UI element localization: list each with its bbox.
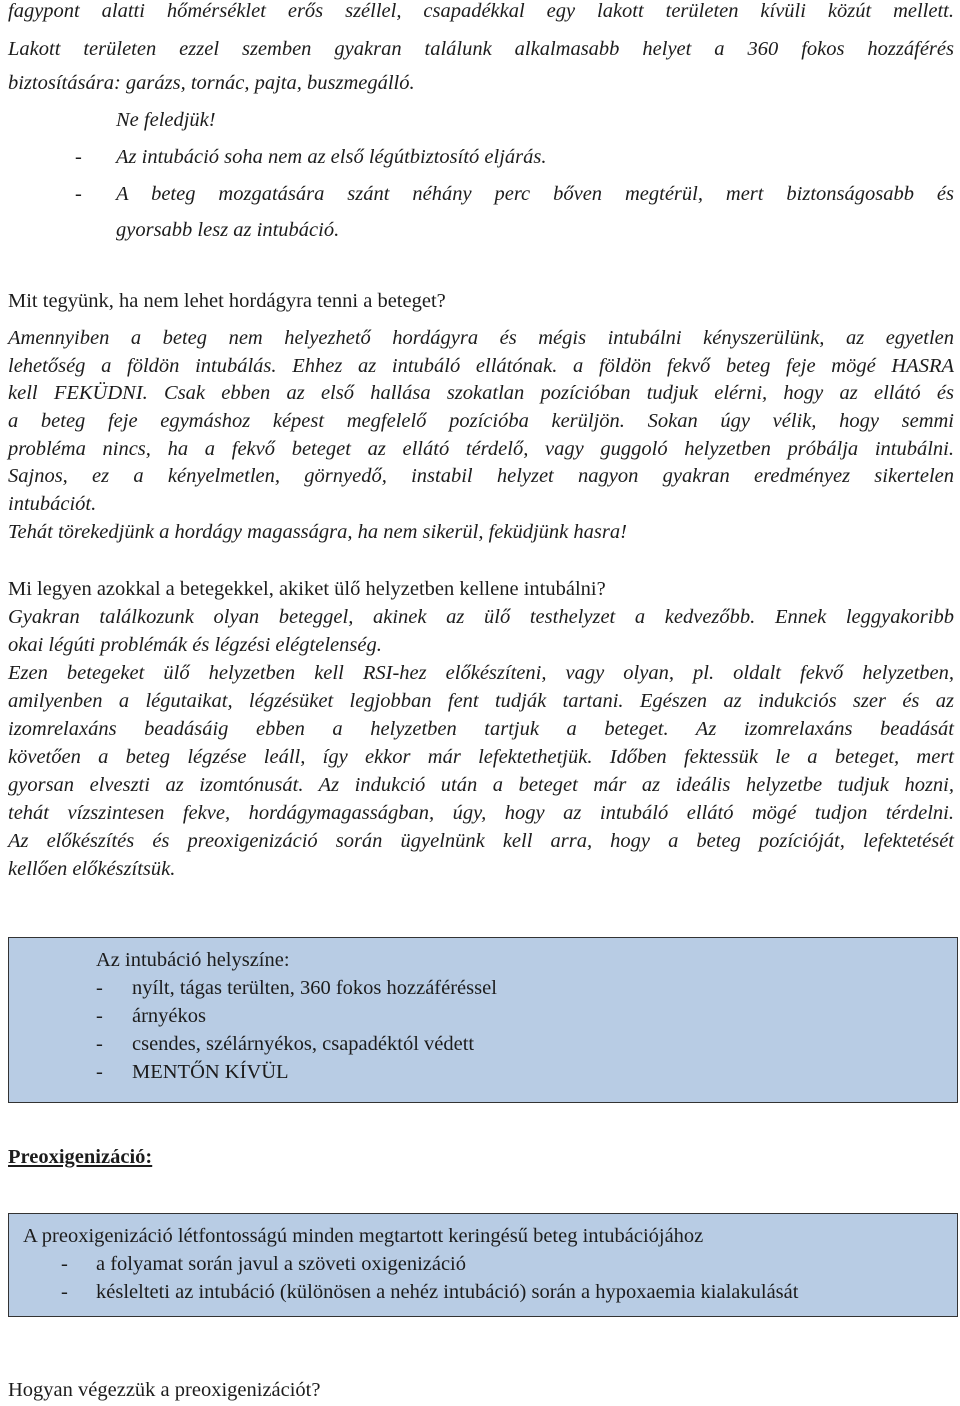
text-line: biztosítására: garázs, tornác, pajta, buszmegálló. [8, 72, 415, 94]
section-question: Hogyan végezzük a preoxigenizációt? [8, 1379, 321, 1401]
text-line: kell FEKÜDNI. Csak ebben az első hallása szokatlan pozícióban tudjuk elérni, hogy az ellátó és [8, 382, 954, 404]
text-line: intubációt. [8, 493, 97, 515]
text-line: amilyenben a légutaikat, légzésüket legjobban fent tudják tartani. Egészen az indukciós szer és az [8, 690, 954, 712]
box-dash: - [96, 1005, 103, 1027]
text-line: okai légúti problémák és légzési elégtelenség. [8, 634, 382, 656]
text-line: a beteg feje egymáshoz képest megfelelő pozícióba kerüljön. Sokan úgy vélik, hogy semmi [8, 410, 954, 432]
list-dash: - [75, 183, 82, 205]
box-title: A preoxigenizáció létfontosságú minden megtartott keringésű beteg intubációjához [23, 1225, 704, 1247]
text-line: gyorsan elveszti az izomtónusát. Az indukció után a beteget már az ideális helyzetbe tudjuk hozni, [8, 774, 954, 796]
box-dash: - [96, 1033, 103, 1055]
box-dash: - [61, 1281, 68, 1303]
box-title: Az intubáció helyszíne: [96, 949, 290, 971]
box-dash: - [96, 1061, 103, 1083]
text-line: izomrelaxáns beadásáig ebben a helyzetben tartjuk a beteget. Az izomrelaxáns beadását [8, 718, 954, 740]
box-item: csendes, szélárnyékos, csapadéktól védett [132, 1033, 475, 1055]
box-item: árnyékos [132, 1005, 207, 1027]
section-heading: Preoxigenizáció: [8, 1146, 153, 1168]
list-dash: - [75, 146, 82, 168]
section-question: Mi legyen azokkal a betegekkel, akiket ülő helyzetben kellene intubálni? [8, 578, 606, 600]
note-item-cont: gyorsabb lesz az intubáció. [116, 219, 340, 241]
text-line: követően a beteg légzése leáll, így ekkor már lefektethetjük. Időben fektessük le a beteget, mert [8, 746, 954, 768]
text-line: Ezen betegeket ülő helyzetben kell RSI-hez előkészíteni, vagy olyan, pl. oldalt fekvő helyzetben, [8, 662, 954, 684]
text-line: tehát vízszintesen fekve, hordágymagasságban, úgy, hogy az intubáló ellátó mögé tudjon térdelni. [8, 802, 954, 824]
intubation-site-box [8, 937, 958, 1103]
note-item: A beteg mozgatására szánt néhány perc bőven megtérül, mert biztonságosabb és [116, 183, 954, 205]
box-item: késlelteti az intubáció (különösen a nehéz intubáció) során a hypoxaemia kialakulását [96, 1281, 799, 1303]
text-line: lehetőség a földön intubálás. Ehhez az intubáló ellátónak. a földön fekvő beteg feje mögé HASRA [8, 355, 954, 377]
text-line: Sajnos, ez a kényelmetlen, görnyedő, instabil helyzet nagyon gyakran eredményez sikertelen [8, 465, 954, 487]
box-item: nyílt, tágas terülten, 360 fokos hozzáféréssel [132, 977, 497, 999]
box-dash: - [96, 977, 103, 999]
text-line: Amennyiben a beteg nem helyezhető hordágyra és mégis intubálni kényszerülünk, az egyetlen [8, 327, 954, 349]
text-line: Az előkészítés és preoxigenizáció során ügyelnünk kell arra, hogy a beteg pozícióját, lefektetését [8, 830, 954, 852]
text-line: Tehát törekedjünk a hordágy magasságra, ha nem sikerül, feküdjünk hasra! [8, 521, 627, 543]
section-question: Mit tegyünk, ha nem lehet hordágyra tenni a beteget? [8, 290, 446, 312]
preoxygenation-box [8, 1213, 958, 1317]
note-title: Ne feledjük! [116, 109, 216, 131]
box-item: MENTŐN KÍVÜL [132, 1061, 289, 1083]
note-item: Az intubáció soha nem az első légútbiztosító eljárás. [116, 146, 547, 168]
box-item: a folyamat során javul a szöveti oxigenizáció [96, 1253, 467, 1275]
text-line: Lakott területen ezzel szemben gyakran találunk alkalmasabb helyet a 360 fokos hozzáférés [8, 38, 954, 60]
text-line: fagypont alatti hőmérséklet erős széllel, csapadékkal egy lakott területen kívüli közút mellett. [8, 0, 954, 22]
text-line: probléma nincs, ha a fekvő beteget az ellátó térdelő, vagy guggoló helyzetben próbálja intubálni. [8, 438, 954, 460]
text-line: kellően előkészítsük. [8, 858, 176, 880]
box-dash: - [61, 1253, 68, 1275]
text-line: Gyakran találkozunk olyan beteggel, akinek az ülő testhelyzet a kedvezőbb. Ennek leggyakoribb [8, 606, 954, 628]
